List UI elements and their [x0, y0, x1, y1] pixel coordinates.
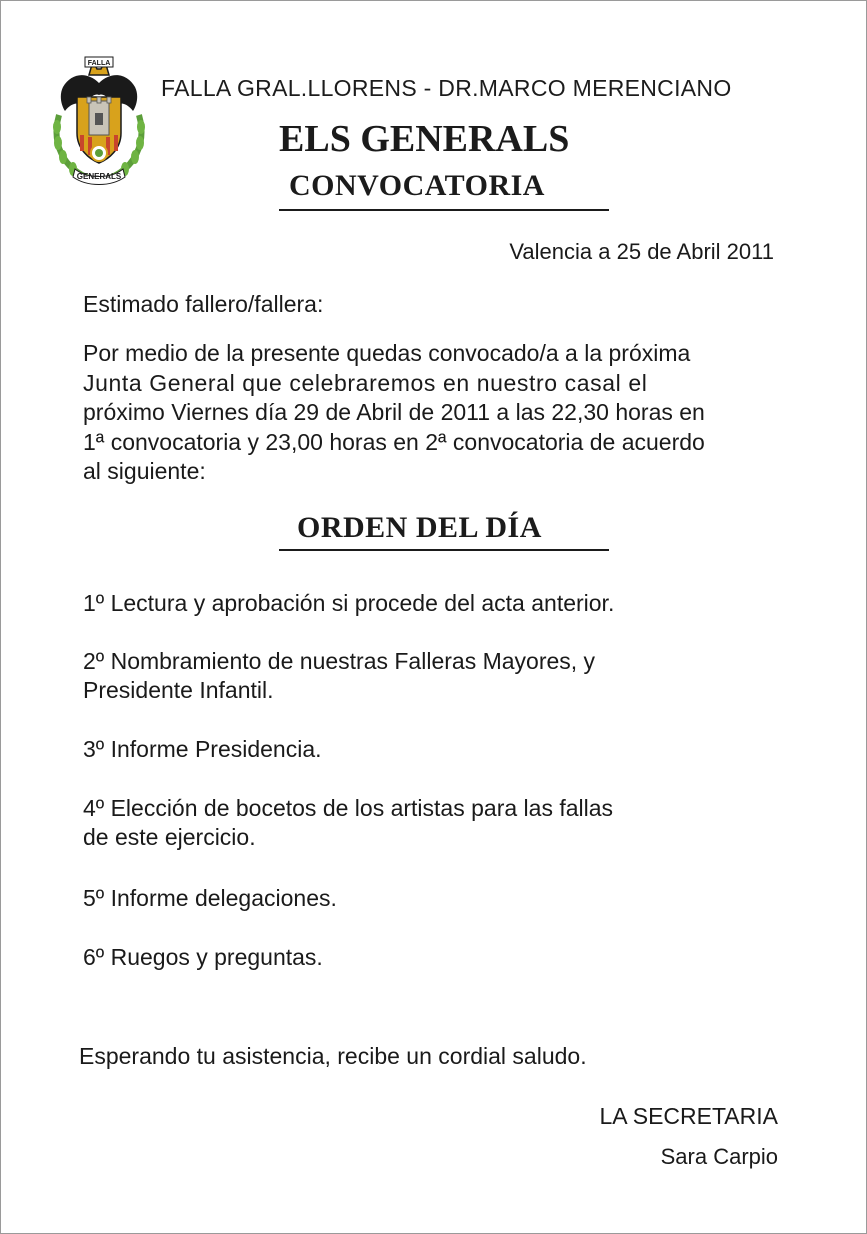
closing-salutation: Esperando tu asistencia, recibe un cordial saludo.	[79, 1043, 587, 1069]
agenda-item	[83, 884, 337, 913]
agenda-item-line: 2º Nombramiento de nuestras Falleras Mayores, y	[83, 648, 596, 674]
body-line: al siguiente:	[83, 458, 206, 484]
body-line: Junta General que celebraremos en nuestro casal el	[83, 369, 648, 396]
body-line: Por medio de la presente quedas convocado/a a la próxima	[83, 340, 691, 366]
subtitle-underline	[279, 167, 609, 211]
document-subtitle: CONVOCATORIA	[289, 169, 545, 202]
agenda-item-line: Presidente Infantil.	[83, 677, 274, 703]
svg-text:GENERALS: GENERALS	[76, 172, 122, 181]
agenda-item	[83, 589, 614, 618]
crest-emblem-icon	[49, 53, 149, 187]
organization-name: FALLA GRAL.LLORENS - DR.MARCO MERENCIANO	[161, 75, 732, 101]
svg-text:FALLA: FALLA	[87, 60, 111, 67]
agenda-item-line: 6º Ruegos y preguntas.	[83, 944, 323, 970]
agenda-item-line: 3º Informe Presidencia.	[83, 736, 322, 762]
agenda-heading-underline	[279, 509, 609, 551]
agenda-item-line: 1º Lectura y aprobación si procede del acta anterior.	[83, 590, 615, 616]
falla-crest-logo	[49, 53, 149, 187]
body-line: 1ª convocatoria y 23,00 horas en 2ª convocatoria de acuerdo	[83, 428, 705, 455]
agenda-item	[83, 735, 322, 764]
body-line: próximo Viernes día 29 de Abril de 2011 a las 22,30 horas en	[83, 399, 705, 425]
agenda-item	[83, 943, 323, 972]
signature-role: LA SECRETARIA	[599, 1103, 778, 1129]
agenda-item-line: 4º Elección de bocetos de los artistas para las fallas	[83, 795, 614, 821]
agenda-heading: ORDEN DEL DÍA	[297, 511, 542, 544]
letter-greeting: Estimado fallero/fallera:	[83, 291, 324, 317]
agenda-item	[83, 794, 613, 852]
agenda-item-line: 5º Informe delegaciones.	[83, 885, 337, 911]
agenda-item	[83, 647, 595, 705]
document-title: ELS GENERALS	[279, 118, 570, 160]
agenda-item-line: de este ejercicio.	[83, 824, 256, 850]
signature-name: Sara Carpio	[660, 1144, 778, 1169]
letter-date: Valencia a 25 de Abril 2011	[509, 239, 774, 264]
letter-body	[83, 339, 705, 487]
